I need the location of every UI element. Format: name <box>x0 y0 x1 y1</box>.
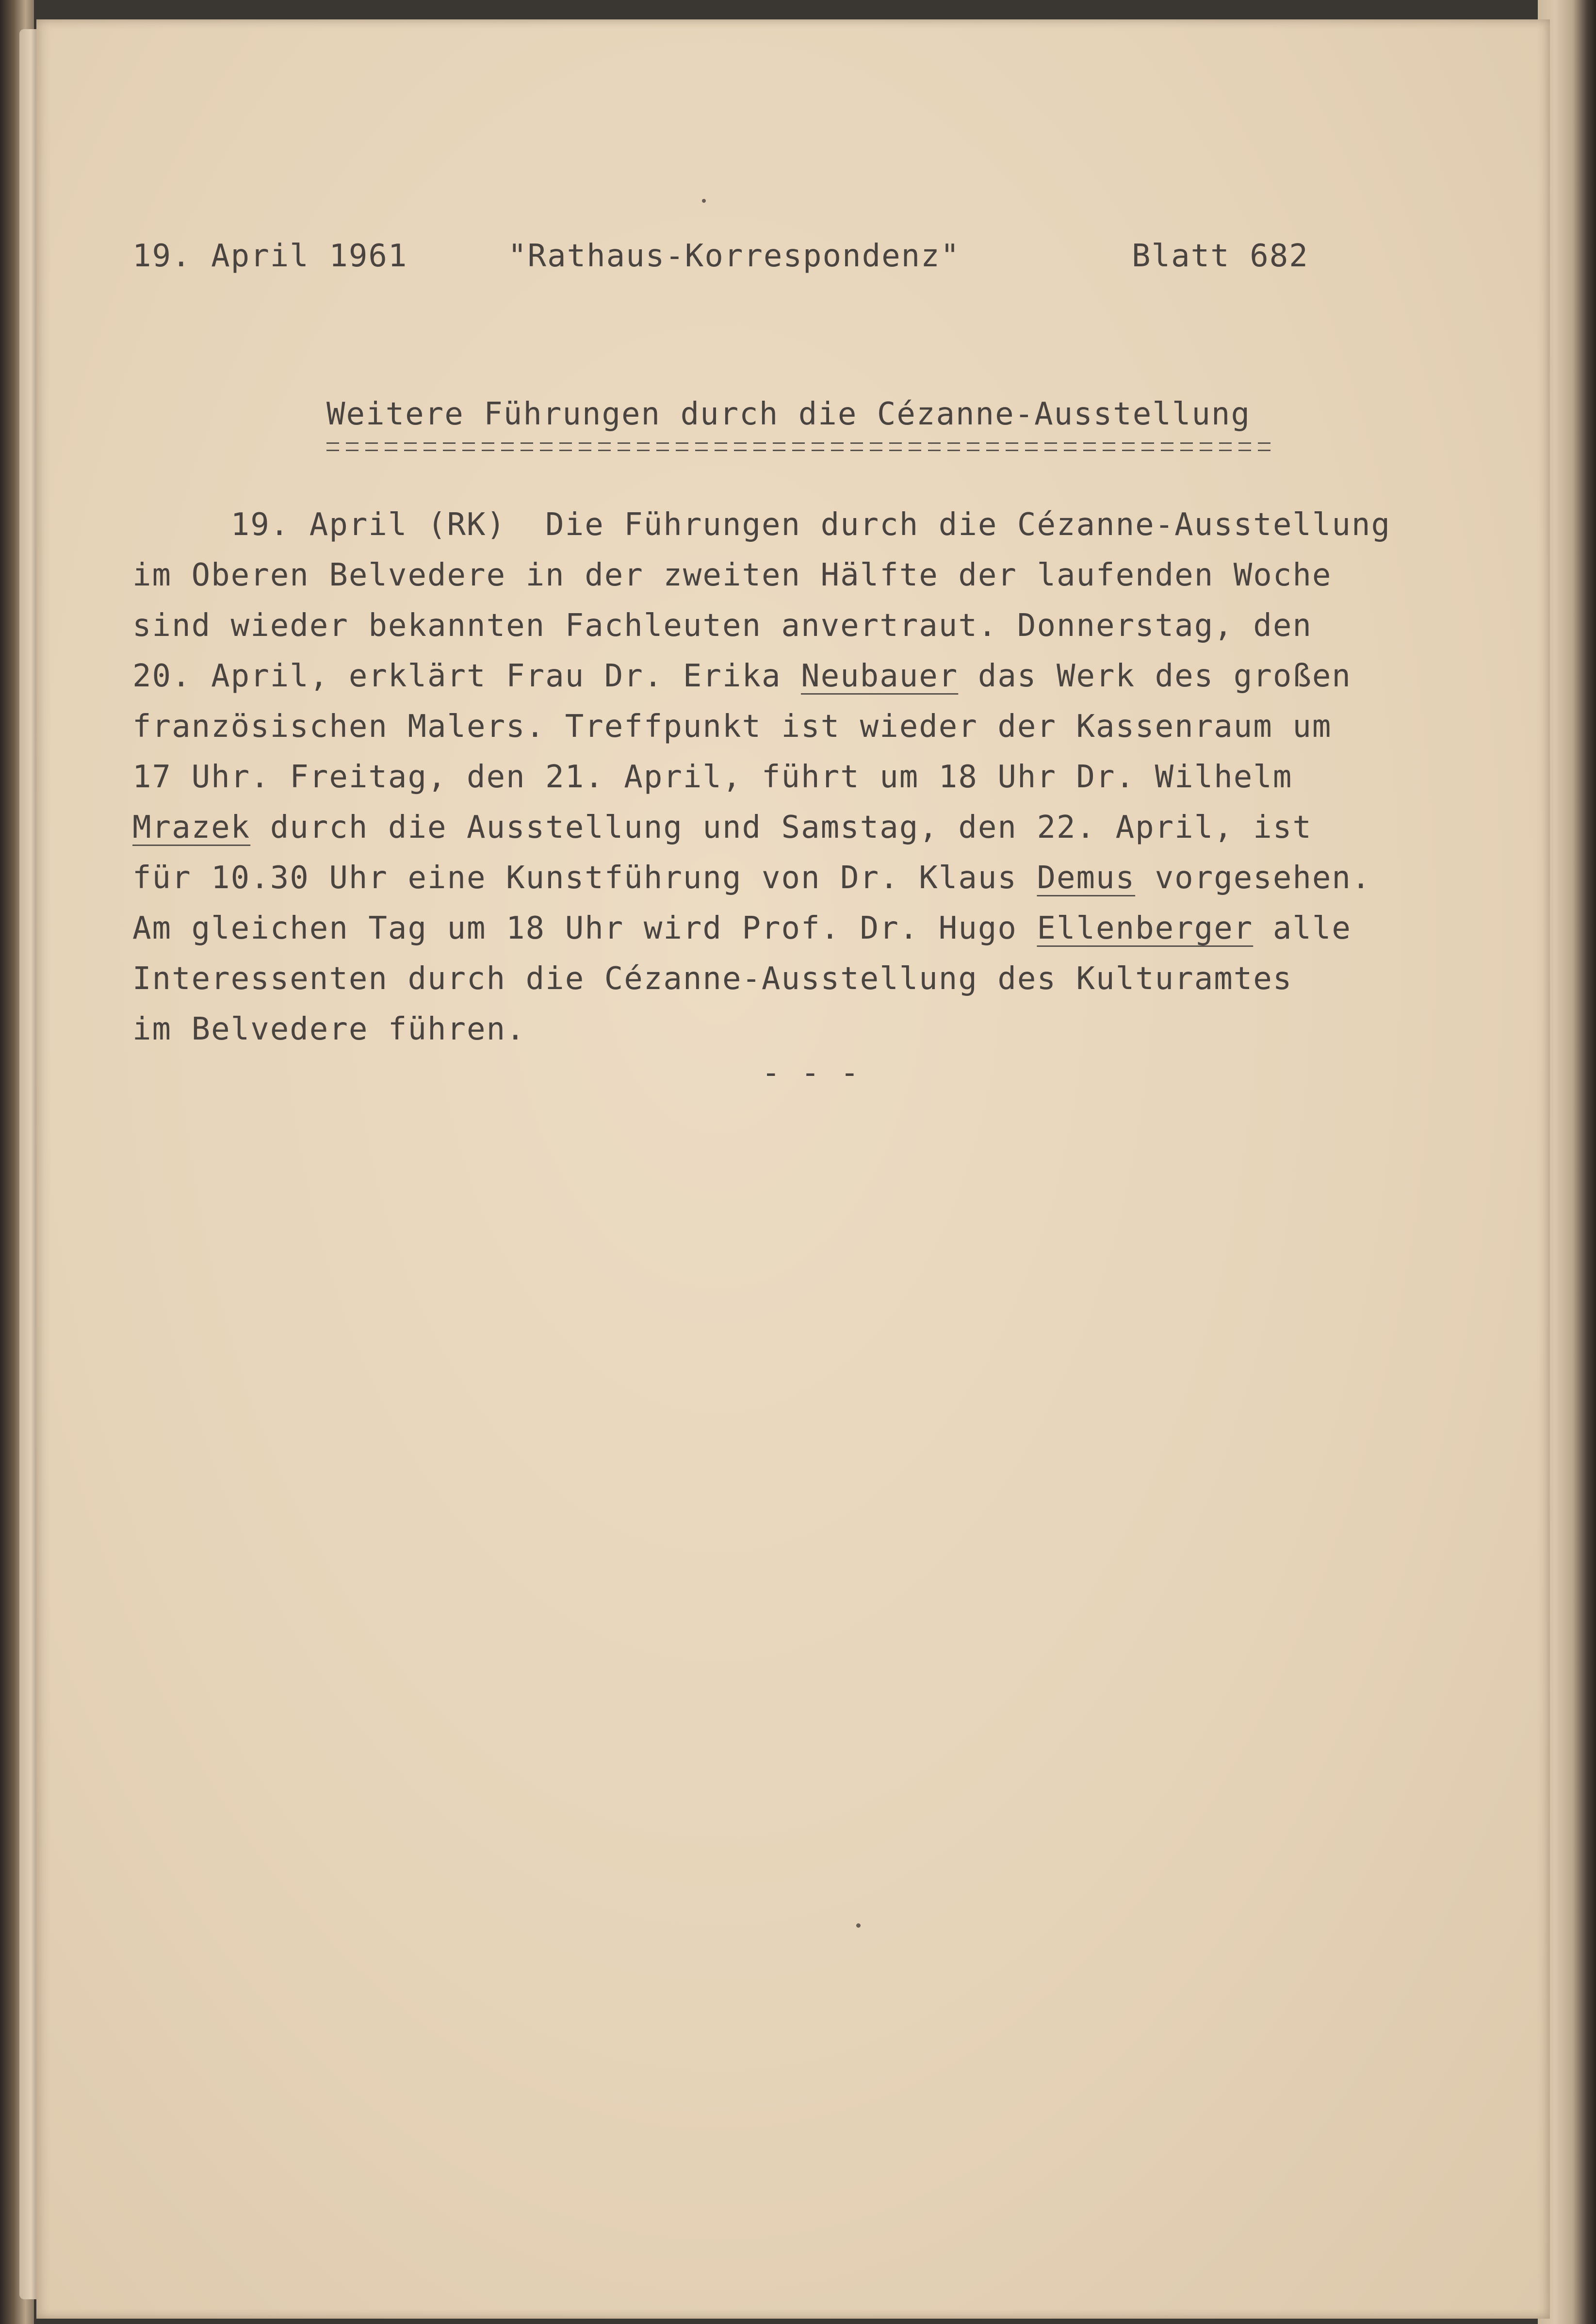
text-segment: für 10.30 Uhr eine Kunstführung von Dr. Klaus <box>132 860 1037 896</box>
article-title: Weitere Führungen durch die Cézanne-Ausstellung <box>326 396 1251 432</box>
title-double-underline <box>326 442 1272 451</box>
article-line <box>132 701 1491 752</box>
article-line <box>132 601 1491 651</box>
text-segment: französischen Malers. Treffpunkt ist wieder der Kassenraum um <box>132 709 1332 745</box>
article-line <box>132 1004 1491 1055</box>
header-date: 19. April 1961 <box>132 238 408 274</box>
previous-page-edge <box>19 29 39 2299</box>
text-segment: vorgesehen. <box>1135 860 1371 896</box>
article-body <box>132 500 1491 1055</box>
underlined-name: Neubauer <box>801 658 959 694</box>
text-segment: 19. April (RK) Die Führungen durch die Cézanne-Ausstellung <box>132 507 1391 543</box>
article-line <box>132 752 1491 802</box>
text-segment: im Oberen Belvedere in der zweiten Hälfte der laufenden Woche <box>132 557 1332 593</box>
text-segment: alle <box>1253 910 1352 946</box>
paper-speck <box>702 199 706 203</box>
article-line <box>132 954 1491 1004</box>
article-line <box>132 853 1491 903</box>
text-segment: Am gleichen Tag um 18 Uhr wird Prof. Dr. Hugo <box>132 910 1037 946</box>
article-line <box>132 550 1491 601</box>
text-segment: das Werk des großen <box>958 658 1352 694</box>
underlined-name: Demus <box>1037 860 1136 896</box>
article-line <box>132 500 1491 550</box>
article-line <box>132 651 1491 701</box>
underlined-name: Mrazek <box>132 810 251 845</box>
text-segment: 20. April, erklärt Frau Dr. Erika <box>132 658 801 694</box>
underlined-name: Ellenberger <box>1037 910 1254 946</box>
end-mark: - - - <box>762 1055 860 1091</box>
text-segment: 17 Uhr. Freitag, den 21. April, führt um 18 Uhr Dr. Wilhelm <box>132 759 1293 795</box>
text-segment: durch die Ausstellung und Samstag, den 22. April, ist <box>250 810 1312 845</box>
text-segment: im Belvedere führen. <box>132 1011 526 1047</box>
paper-speck <box>856 1923 861 1928</box>
header-sheet-number: Blatt 682 <box>1132 238 1309 274</box>
text-segment: sind wieder bekannten Fachleuten anvertraut. Donnerstag, den <box>132 608 1312 644</box>
document-page <box>36 19 1550 2319</box>
text-segment: Interessenten durch die Cézanne-Ausstellung des Kulturamtes <box>132 961 1293 997</box>
header-publication: "Rathaus-Korrespondenz" <box>508 238 961 274</box>
article-line <box>132 903 1491 954</box>
article-line <box>132 802 1491 853</box>
